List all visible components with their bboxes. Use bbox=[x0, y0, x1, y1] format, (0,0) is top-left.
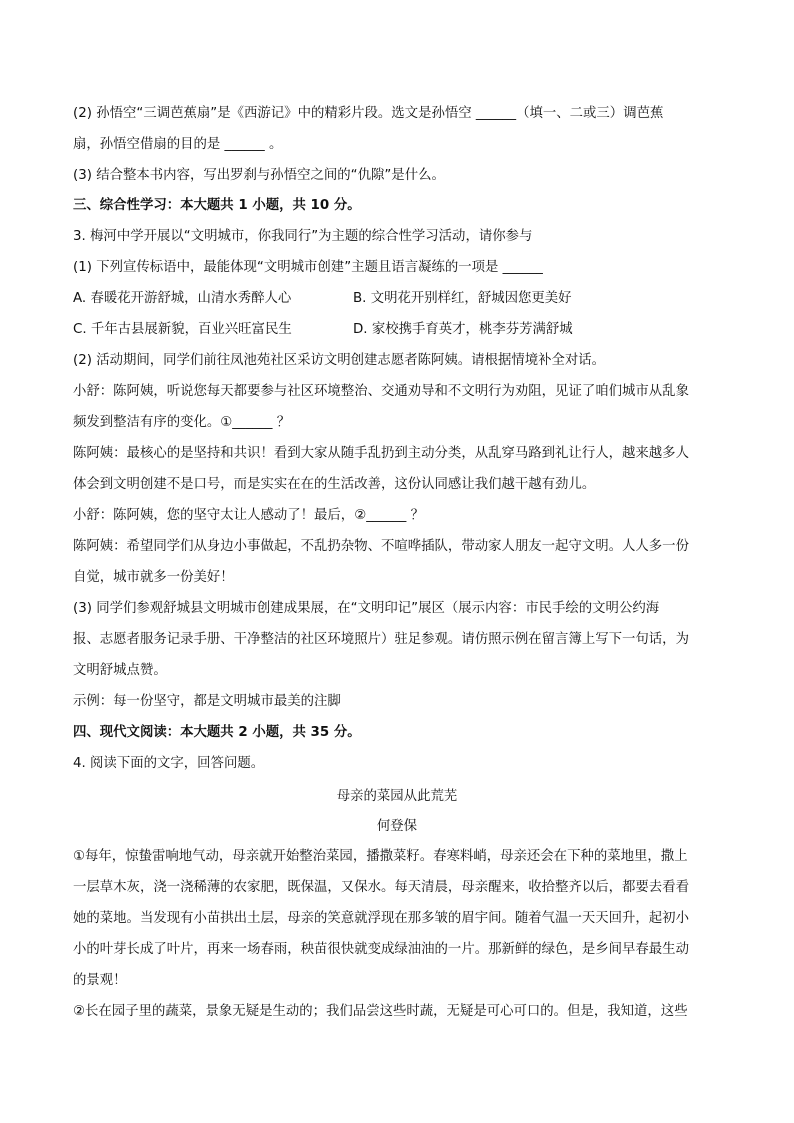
example-line: 示例：每一份坚守，都是文明城市最美的注脚 bbox=[73, 694, 341, 709]
article-author: 何登保 bbox=[376, 819, 418, 834]
paragraph-1-line-4: 小的叶芽长成了叶片，再来一场春雨，秧苗很快就变成绿油油的一片。那新鲜的绿色，是乡间早春最生动 bbox=[73, 942, 689, 957]
dialogue-2-line-1: 陈阿姨：最核心的是坚持和共识！看到大家从随手乱扔到主动分类，从乱穿马路到礼让行人，越来越多人 bbox=[73, 446, 689, 461]
option-c: C. 千年古县展新貌，百业兴旺富民生 bbox=[73, 322, 292, 337]
problem-3-sub-1: (1) 下列宣传标语中，最能体现“文明城市创建”主题且语言凝练的一项是 ______ bbox=[73, 260, 543, 275]
dialogue-1-line-2: 频发到整洁有序的变化。①______ ？ bbox=[73, 415, 291, 430]
question-2-line-1: (2) 孙悟空“三调芭蕉扇”是《西游记》中的精彩片段。选文是孙悟空 ______（填一、二或三）调芭蕉 bbox=[73, 106, 664, 121]
paragraph-1-line-2: 一层草木灰，浇一浇稀薄的农家肥，既保温，又保水。每天清晨，母亲醒来，收拾整齐以后，都要去看看 bbox=[73, 880, 689, 895]
option-b: B. 文明花开别样红，舒城因您更美好 bbox=[353, 291, 572, 306]
paragraph-2-line-1: ②长在园子里的蔬菜，景象无疑是生动的；我们品尝这些时蔬，无疑是可心可口的。但是，我知道，这些 bbox=[73, 1004, 688, 1019]
paragraph-1-line-5: 的景观！ bbox=[73, 973, 127, 988]
dialogue-4-line-1: 陈阿姨：希望同学们从身边小事做起，不乱扔杂物、不喧哗插队，带动家人朋友一起守文明。人人多一份 bbox=[73, 539, 689, 554]
question-2-line-2: 扇，孙悟空借扇的目的是 ______ 。 bbox=[73, 137, 283, 152]
problem-3-stem: 3. 梅河中学开展以“文明城市，你我同行”为主题的综合性学习活动，请你参与 bbox=[73, 229, 533, 244]
problem-3-sub-3-line-2: 报、志愿者服务记录手册、干净整洁的社区环境照片）驻足参观。请仿照示例在留言簿上写下一句话，为 bbox=[73, 632, 689, 647]
dialogue-3: 小舒：陈阿姨，您的坚守太让人感动了！最后，②______ ？ bbox=[73, 508, 425, 523]
problem-3-sub-3-line-3: 文明舒城点赞。 bbox=[73, 663, 167, 678]
article-title: 母亲的菜园从此荒芜 bbox=[336, 789, 458, 804]
option-a: A. 春暖花开游舒城，山清水秀醉人心 bbox=[73, 291, 292, 306]
section-3-heading: 三、综合性学习：本大题共 1 小题，共 10 分。 bbox=[73, 198, 361, 213]
paragraph-1-line-3: 她的菜地。当发现有小苗拱出土层，母亲的笑意就浮现在那多皱的眉宇间。随着气温一天天回升，起初小 bbox=[73, 911, 689, 926]
dialogue-2-line-2: 体会到文明创建不是口号，而是实实在在的生活改善，这份认同感让我们越干越有劲儿。 bbox=[73, 477, 596, 492]
question-3: (3) 结合整本书内容，写出罗刹与孙悟空之间的“仇隙”是什么。 bbox=[73, 168, 445, 183]
problem-4-stem: 4. 阅读下面的文字，回答问题。 bbox=[73, 756, 265, 771]
option-d: D. 家校携手育英才，桃李芬芳满舒城 bbox=[353, 322, 573, 337]
problem-3-sub-2: (2) 活动期间，同学们前往凤池苑社区采访文明创建志愿者陈阿姨。请根据情境补全对话。 bbox=[73, 353, 606, 368]
section-4-heading: 四、现代文阅读：本大题共 2 小题，共 35 分。 bbox=[73, 725, 361, 740]
paragraph-1-line-1: ①每年，惊蛰雷响地气动，母亲就开始整治菜园，播撒菜籽。春寒料峭，母亲还会在下种的菜地里，撒上 bbox=[73, 849, 688, 864]
dialogue-1-line-1: 小舒：陈阿姨，听说您每天都要参与社区环境整治、交通劝导和不文明行为劝阻，见证了咱们城市从乱象 bbox=[73, 384, 689, 399]
problem-3-sub-3-line-1: (3) 同学们参观舒城县文明城市创建成果展，在“文明印记”展区（展示内容：市民手绘的文明公约海 bbox=[73, 601, 660, 616]
dialogue-4-line-2: 自觉，城市就多一份美好！ bbox=[73, 570, 234, 585]
